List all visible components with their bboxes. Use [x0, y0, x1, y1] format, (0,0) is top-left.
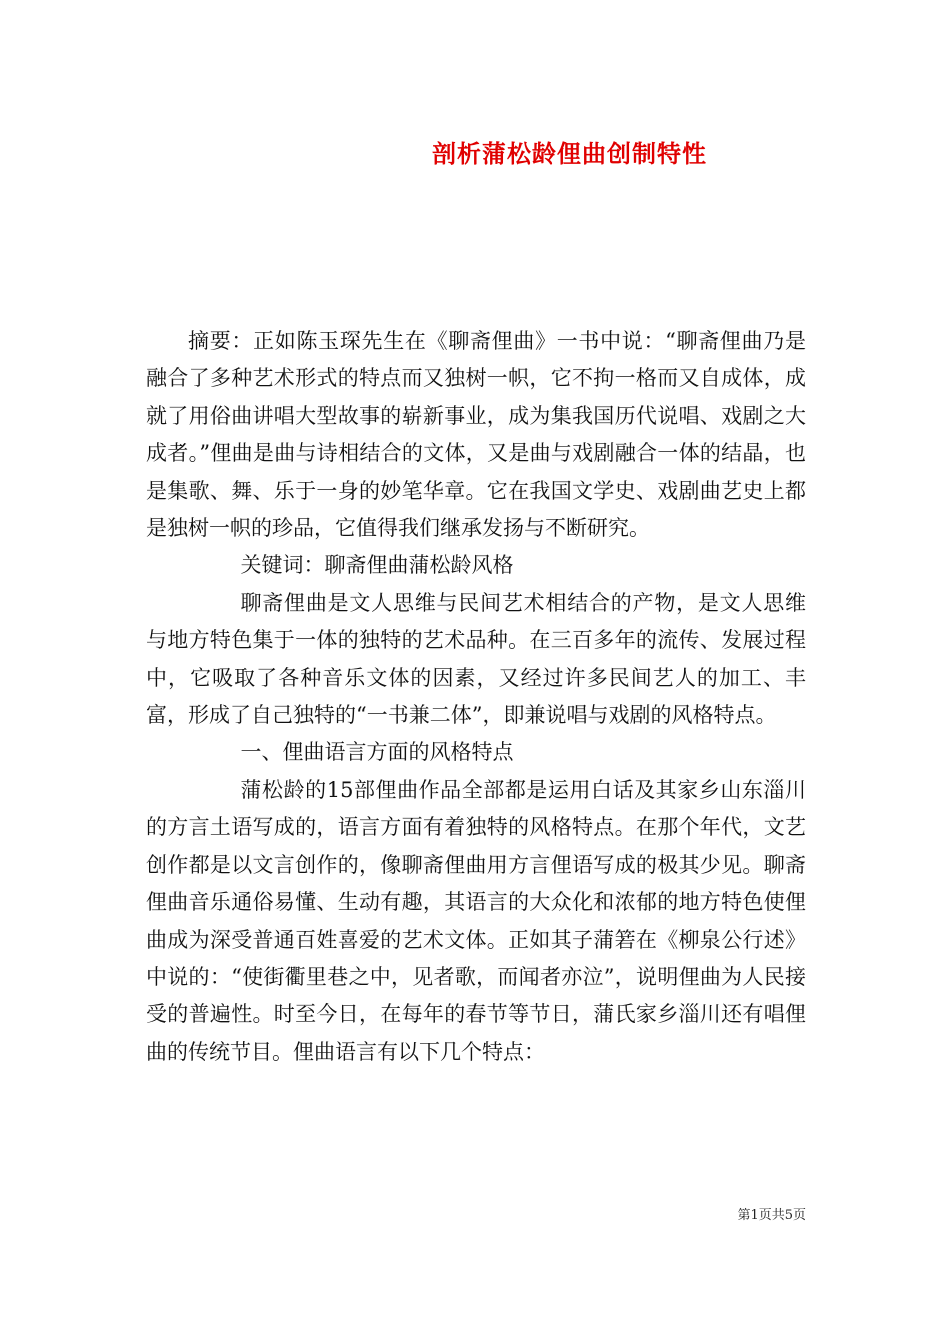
document-body [146, 323, 806, 1071]
intro-paragraph: 聊斋俚曲是文人思维与民间艺术相结合的产物，是文人思维与地方特色集于一体的独特的艺术品种。在三百多年的流传、发展过程中，它吸取了各种音乐文体的因素，又经过许多民间艺人的加工、丰富，形成了自己独特的“一书兼二体”，即兼说唱与戏剧的风格特点。 [146, 590, 806, 728]
document-title: 剖析蒲松龄俚曲创制特性 [432, 139, 707, 168]
section-heading: 一、俚曲语言方面的风格特点 [240, 740, 514, 765]
abstract-paragraph: 摘要：正如陈玉琛先生在《聊斋俚曲》一书中说：“聊斋俚曲乃是融合了多种艺术形式的特点而又独树一帜，它不拘一格而又自成体，成就了用俗曲讲唱大型故事的崭新事业，成为集我国历代说唱、戏剧之大成者。”俚曲是曲与诗相结合的文体，又是曲与戏剧融合一体的结晶，也是集歌、舞、乐于一身的妙笔华章。它在我国文学史、戏剧曲艺史上都是独树一帜的珍品，它值得我们继承发扬与不断研究。 [146, 329, 806, 541]
section-paragraph: 蒲松龄的15部俚曲作品全部都是运用白话及其家乡山东淄川的方言土语写成的，语言方面有着独特的风格特点。在那个年代，文艺创作都是以文言创作的，像聊斋俚曲用方言俚语写成的极其少见。聊斋俚曲音乐通俗易懂、生动有趣，其语言的大众化和浓郁的地方特色使俚曲成为深受普通百姓喜爱的艺术文体。正如其子蒲箬在《柳泉公行述》中说的：“使街衢里巷之中，见者歌，而闻者亦泣”，说明俚曲为人民接受的普遍性。时至今日，在每年的春节等节日，蒲氏家乡淄川还有唱俚曲的传统节目。俚曲语言有以下几个特点： [146, 777, 806, 1064]
page-number: 第1页共5页 [737, 1208, 806, 1223]
keywords-line: 关键词：聊斋俚曲蒲松龄风格 [240, 553, 514, 578]
